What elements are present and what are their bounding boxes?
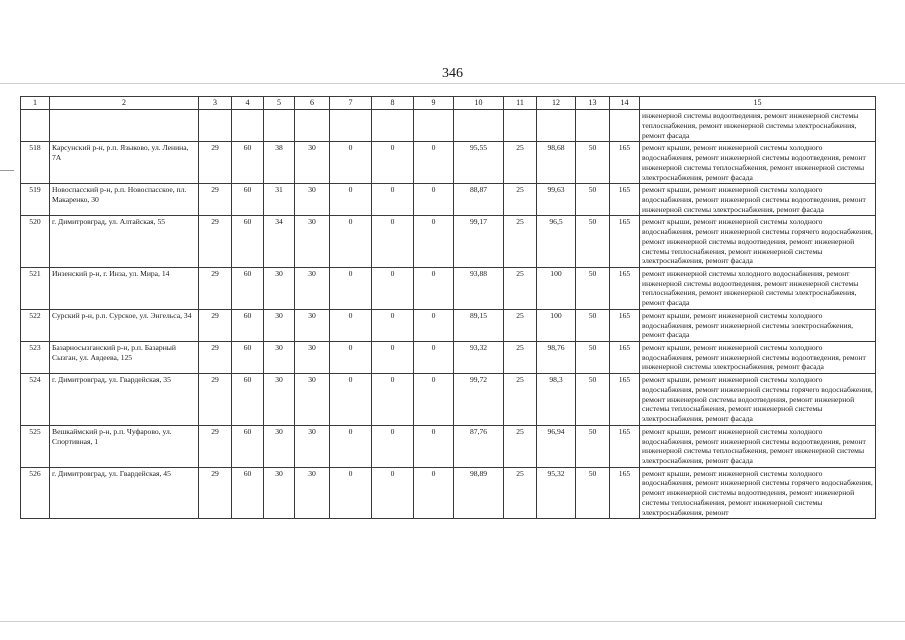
value-cell bbox=[537, 110, 576, 142]
value-cell: 60 bbox=[232, 374, 264, 426]
value-cell: 25 bbox=[504, 184, 537, 216]
works-description-cell: ремонт крыши, ремонт инженерной системы холодного водоснабжения, ремонт инженерной системы водоотведения, ремонт инженерной системы электроснабжения, ремонт фасада bbox=[640, 184, 876, 216]
address-cell: г. Димитровград, ул. Гвардейская, 35 bbox=[50, 374, 199, 426]
top-rule bbox=[0, 83, 905, 84]
works-description-cell: ремонт крыши, ремонт инженерной системы холодного водоснабжения, ремонт инженерной системы электроснабжения, ремонт фасада bbox=[640, 309, 876, 341]
table-body bbox=[21, 110, 876, 519]
value-cell: 87,76 bbox=[454, 425, 504, 467]
value-cell bbox=[295, 110, 330, 142]
table-row bbox=[21, 467, 876, 519]
value-cell: 25 bbox=[504, 425, 537, 467]
value-cell: 0 bbox=[372, 268, 414, 310]
column-header: 8 bbox=[372, 97, 414, 110]
value-cell: 30 bbox=[264, 268, 295, 310]
value-cell: 98,68 bbox=[537, 142, 576, 184]
table-row bbox=[21, 142, 876, 184]
column-header: 3 bbox=[199, 97, 232, 110]
value-cell: 95,55 bbox=[454, 142, 504, 184]
value-cell: 0 bbox=[414, 309, 454, 341]
address-cell: Инзенский р-н, г. Инза, ул. Мира, 14 bbox=[50, 268, 199, 310]
value-cell bbox=[330, 110, 372, 142]
page-number: 346 bbox=[442, 66, 463, 81]
value-cell: 30 bbox=[295, 374, 330, 426]
value-cell: 30 bbox=[264, 425, 295, 467]
value-cell: 29 bbox=[199, 467, 232, 519]
value-cell: 165 bbox=[610, 309, 640, 341]
value-cell: 25 bbox=[504, 374, 537, 426]
value-cell bbox=[414, 110, 454, 142]
works-description-cell: ремонт крыши, ремонт инженерной системы холодного водоснабжения, ремонт инженерной системы водоотведения, ремонт инженерной системы теплоснабжения, ремонт инженерной системы электроснабжения, ремонт фасада bbox=[640, 142, 876, 184]
value-cell: 0 bbox=[372, 425, 414, 467]
value-cell: 50 bbox=[576, 425, 610, 467]
value-cell: 0 bbox=[330, 268, 372, 310]
value-cell: 0 bbox=[414, 467, 454, 519]
value-cell: 0 bbox=[330, 374, 372, 426]
works-description-cell: ремонт крыши, ремонт инженерной системы холодного водоснабжения, ремонт инженерной системы горячего водоснабжения, ремонт инженерной системы водоотведения, ремонт инженерной системы теплоснабжения, ремонт инженерной системы электроснабжения, ремонт фасада bbox=[640, 216, 876, 268]
value-cell bbox=[232, 110, 264, 142]
value-cell: 0 bbox=[330, 309, 372, 341]
column-header: 2 bbox=[50, 97, 199, 110]
value-cell: 0 bbox=[372, 342, 414, 374]
value-cell: 165 bbox=[610, 342, 640, 374]
value-cell: 50 bbox=[576, 142, 610, 184]
column-header: 1 bbox=[21, 97, 50, 110]
column-header: 10 bbox=[454, 97, 504, 110]
value-cell: 165 bbox=[610, 374, 640, 426]
value-cell: 30 bbox=[264, 467, 295, 519]
value-cell: 0 bbox=[330, 184, 372, 216]
column-header: 4 bbox=[232, 97, 264, 110]
value-cell: 50 bbox=[576, 268, 610, 310]
value-cell: 50 bbox=[576, 342, 610, 374]
value-cell: 0 bbox=[330, 425, 372, 467]
row-number-cell: 521 bbox=[21, 268, 50, 310]
value-cell: 98,76 bbox=[537, 342, 576, 374]
column-header: 14 bbox=[610, 97, 640, 110]
row-number-cell: 526 bbox=[21, 467, 50, 519]
column-header: 12 bbox=[537, 97, 576, 110]
value-cell: 0 bbox=[372, 309, 414, 341]
table-row bbox=[21, 342, 876, 374]
value-cell: 99,72 bbox=[454, 374, 504, 426]
value-cell: 50 bbox=[576, 184, 610, 216]
works-description-cell: ремонт крыши, ремонт инженерной системы холодного водоснабжения, ремонт инженерной системы водоотведения, ремонт инженерной системы теплоснабжения, ремонт инженерной системы электроснабжения, ремонт фасада bbox=[640, 425, 876, 467]
value-cell: 25 bbox=[504, 467, 537, 519]
value-cell: 29 bbox=[199, 342, 232, 374]
value-cell: 0 bbox=[414, 374, 454, 426]
value-cell: 96,5 bbox=[537, 216, 576, 268]
address-cell: Вешкаймский р-н, р.п. Чуфарово, ул. Спортивная, 1 bbox=[50, 425, 199, 467]
table-row bbox=[21, 216, 876, 268]
value-cell: 88,87 bbox=[454, 184, 504, 216]
column-header: 7 bbox=[330, 97, 372, 110]
value-cell: 30 bbox=[295, 342, 330, 374]
value-cell: 60 bbox=[232, 184, 264, 216]
value-cell: 89,15 bbox=[454, 309, 504, 341]
table-row bbox=[21, 268, 876, 310]
value-cell: 50 bbox=[576, 216, 610, 268]
value-cell: 0 bbox=[372, 374, 414, 426]
value-cell: 95,32 bbox=[537, 467, 576, 519]
table-row-continuation bbox=[21, 110, 876, 142]
column-header: 9 bbox=[414, 97, 454, 110]
address-cell: Новоспасский р-н, р.п. Новоспасское, пл. Макаренко, 30 bbox=[50, 184, 199, 216]
row-number-cell: 519 bbox=[21, 184, 50, 216]
address-cell bbox=[50, 110, 199, 142]
value-cell: 30 bbox=[264, 309, 295, 341]
row-number-cell: 518 bbox=[21, 142, 50, 184]
margin-tick bbox=[0, 170, 14, 171]
address-cell: Сурский р-н, р.п. Сурское, ул. Энгельса, 34 bbox=[50, 309, 199, 341]
value-cell: 96,94 bbox=[537, 425, 576, 467]
value-cell: 165 bbox=[610, 425, 640, 467]
column-header: 13 bbox=[576, 97, 610, 110]
value-cell bbox=[610, 110, 640, 142]
value-cell: 98,89 bbox=[454, 467, 504, 519]
value-cell: 29 bbox=[199, 184, 232, 216]
value-cell: 93,32 bbox=[454, 342, 504, 374]
value-cell: 165 bbox=[610, 216, 640, 268]
value-cell: 165 bbox=[610, 142, 640, 184]
row-number-cell: 523 bbox=[21, 342, 50, 374]
value-cell: 29 bbox=[199, 216, 232, 268]
value-cell: 30 bbox=[264, 342, 295, 374]
value-cell: 29 bbox=[199, 309, 232, 341]
value-cell: 29 bbox=[199, 268, 232, 310]
column-header: 5 bbox=[264, 97, 295, 110]
value-cell: 25 bbox=[504, 216, 537, 268]
works-description-cell: ремонт инженерной системы холодного водоснабжения, ремонт инженерной системы водоотведения, ремонт инженерной системы теплоснабжения, ремонт инженерной системы электроснабжения, ремонт фасада bbox=[640, 268, 876, 310]
value-cell: 0 bbox=[330, 142, 372, 184]
row-number-cell bbox=[21, 110, 50, 142]
value-cell: 60 bbox=[232, 142, 264, 184]
value-cell: 30 bbox=[295, 216, 330, 268]
value-cell: 0 bbox=[372, 142, 414, 184]
bottom-rule bbox=[0, 621, 905, 622]
value-cell bbox=[264, 110, 295, 142]
value-cell: 0 bbox=[372, 467, 414, 519]
value-cell: 25 bbox=[504, 142, 537, 184]
value-cell: 60 bbox=[232, 467, 264, 519]
table-row bbox=[21, 425, 876, 467]
row-number-cell: 525 bbox=[21, 425, 50, 467]
value-cell: 29 bbox=[199, 374, 232, 426]
header-row bbox=[21, 97, 876, 110]
value-cell: 30 bbox=[295, 142, 330, 184]
value-cell: 60 bbox=[232, 425, 264, 467]
row-number-cell: 520 bbox=[21, 216, 50, 268]
value-cell: 0 bbox=[414, 268, 454, 310]
row-number-cell: 522 bbox=[21, 309, 50, 341]
value-cell: 0 bbox=[414, 142, 454, 184]
column-header: 15 bbox=[640, 97, 876, 110]
value-cell: 98,3 bbox=[537, 374, 576, 426]
address-cell: Базарносызганский р-н, р.п. Базарный Сызган, ул. Авдеева, 125 bbox=[50, 342, 199, 374]
value-cell: 50 bbox=[576, 374, 610, 426]
value-cell: 31 bbox=[264, 184, 295, 216]
value-cell: 25 bbox=[504, 342, 537, 374]
value-cell: 99,17 bbox=[454, 216, 504, 268]
works-description-cell: инженерной системы водоотведения, ремонт инженерной системы теплоснабжения, ремонт инженерной системы электроснабжения, ремонт фасада bbox=[640, 110, 876, 142]
value-cell: 30 bbox=[295, 467, 330, 519]
value-cell: 0 bbox=[330, 342, 372, 374]
value-cell: 38 bbox=[264, 142, 295, 184]
value-cell: 50 bbox=[576, 467, 610, 519]
works-description-cell: ремонт крыши, ремонт инженерной системы холодного водоснабжения, ремонт инженерной системы водоотведения, ремонт инженерной системы электроснабжения, ремонт фасада bbox=[640, 342, 876, 374]
value-cell: 60 bbox=[232, 268, 264, 310]
value-cell: 50 bbox=[576, 309, 610, 341]
value-cell: 93,88 bbox=[454, 268, 504, 310]
value-cell: 0 bbox=[372, 216, 414, 268]
column-header: 6 bbox=[295, 97, 330, 110]
value-cell: 25 bbox=[504, 309, 537, 341]
value-cell: 0 bbox=[414, 216, 454, 268]
value-cell bbox=[504, 110, 537, 142]
value-cell: 30 bbox=[295, 184, 330, 216]
works-description-cell: ремонт крыши, ремонт инженерной системы холодного водоснабжения, ремонт инженерной системы горячего водоснабжения, ремонт инженерной системы водоотведения, ремонт инженерной системы теплоснабжения, ремонт инженерной системы электроснабжения, ремонт фасада bbox=[640, 374, 876, 426]
column-header: 11 bbox=[504, 97, 537, 110]
address-cell: г. Димитровград, ул. Гвардейская, 45 bbox=[50, 467, 199, 519]
address-cell: г. Димитровград, ул. Алтайская, 55 bbox=[50, 216, 199, 268]
value-cell: 29 bbox=[199, 142, 232, 184]
value-cell: 0 bbox=[414, 425, 454, 467]
value-cell: 0 bbox=[414, 184, 454, 216]
works-description-cell: ремонт крыши, ремонт инженерной системы холодного водоснабжения, ремонт инженерной системы горячего водоснабжения, ремонт инженерной системы водоотведения, ремонт инженерной системы теплоснабжения, ремонт инженерной системы электроснабжения, ремонт bbox=[640, 467, 876, 519]
value-cell bbox=[576, 110, 610, 142]
value-cell: 0 bbox=[372, 184, 414, 216]
value-cell: 165 bbox=[610, 467, 640, 519]
value-cell: 30 bbox=[295, 268, 330, 310]
value-cell: 25 bbox=[504, 268, 537, 310]
value-cell bbox=[199, 110, 232, 142]
value-cell: 100 bbox=[537, 309, 576, 341]
value-cell: 30 bbox=[295, 309, 330, 341]
value-cell: 0 bbox=[414, 342, 454, 374]
value-cell: 34 bbox=[264, 216, 295, 268]
row-number-cell: 524 bbox=[21, 374, 50, 426]
value-cell: 60 bbox=[232, 216, 264, 268]
value-cell: 30 bbox=[264, 374, 295, 426]
value-cell: 165 bbox=[610, 268, 640, 310]
data-table bbox=[20, 96, 876, 519]
address-cell: Карсунский р-н, р.п. Языково, ул. Ленина, 7А bbox=[50, 142, 199, 184]
table-row bbox=[21, 374, 876, 426]
table-row bbox=[21, 184, 876, 216]
value-cell: 0 bbox=[330, 216, 372, 268]
value-cell bbox=[372, 110, 414, 142]
value-cell: 60 bbox=[232, 342, 264, 374]
value-cell: 100 bbox=[537, 268, 576, 310]
value-cell: 29 bbox=[199, 425, 232, 467]
value-cell: 165 bbox=[610, 184, 640, 216]
value-cell: 30 bbox=[295, 425, 330, 467]
value-cell: 99,63 bbox=[537, 184, 576, 216]
value-cell: 0 bbox=[330, 467, 372, 519]
value-cell bbox=[454, 110, 504, 142]
table-row bbox=[21, 309, 876, 341]
value-cell: 60 bbox=[232, 309, 264, 341]
